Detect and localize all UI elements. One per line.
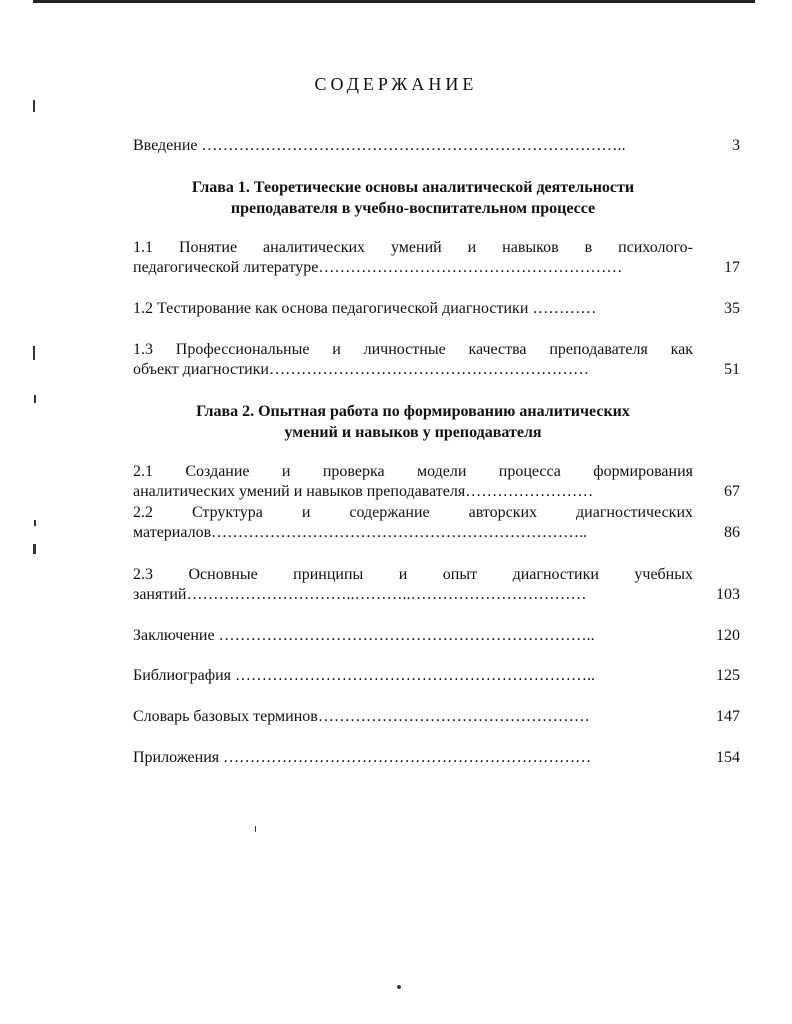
- chapter-1-heading: [133, 177, 693, 219]
- scan-speck: [34, 395, 36, 403]
- toc-entry-conclusion[interactable]: [133, 626, 740, 646]
- toc-entry-text: Приложения ……………………………………………………………: [133, 749, 592, 766]
- chapter-2-heading-line2: умений и навыков у преподавателя: [284, 424, 542, 441]
- toc-entry-1-3[interactable]: [133, 340, 740, 380]
- toc-entry-2-3[interactable]: [133, 565, 740, 605]
- chapter-1-heading-line1: Глава 1. Теоретические основы аналитической деятельности: [191, 179, 635, 196]
- toc-page-number: 17: [724, 259, 740, 276]
- toc-entry-text-line2: материалов……………………………………………………………..: [133, 524, 588, 541]
- toc-page-number: 86: [724, 524, 740, 541]
- chapter-1-heading-line2: преподавателя в учебно-воспитательном процессе: [230, 200, 596, 217]
- toc-page-number: 125: [716, 667, 740, 684]
- scan-speck: [34, 520, 36, 526]
- toc-entry-text: Заключение ……………………………………………………………..: [133, 627, 595, 644]
- toc-page-number: 154: [716, 749, 740, 766]
- toc-entry-text-line1: 1.1 Понятие аналитических умений и навыков в психолого-: [133, 239, 693, 256]
- page-title: СОДЕРЖАНИЕ: [314, 74, 478, 94]
- toc-page-number: 103: [716, 586, 740, 603]
- scan-speck: [255, 826, 256, 832]
- toc-entry-text-line2: аналитических умений и навыков преподавателя……………………: [133, 483, 594, 500]
- toc-entry-2-2[interactable]: [133, 503, 740, 543]
- chapter-2-heading: [133, 401, 693, 443]
- toc-page-number: 51: [724, 361, 740, 378]
- toc-entry-text-line1: 2.1 Создание и проверка модели процесса формирования: [133, 463, 693, 480]
- toc-page-number: 67: [724, 483, 740, 500]
- toc-entry-text-line2: объект диагностики……………………………………………………: [133, 361, 589, 378]
- scan-speck: [33, 544, 36, 554]
- toc-entry-1-2[interactable]: [133, 299, 740, 319]
- scan-speck: [397, 985, 401, 989]
- toc-entry-appendix[interactable]: [133, 748, 740, 768]
- chapter-2-heading-line1: Глава 2. Опытная работа по формированию аналитических: [196, 403, 630, 420]
- toc-entry-text-line2: занятий…………………………..………..……………………………: [133, 586, 587, 603]
- toc-page-number: 120: [716, 627, 740, 644]
- toc-entry-text-line2: педагогической литературе…………………………………………………: [133, 259, 623, 276]
- toc-entry-text: Библиография …………………………………………………………..: [133, 667, 595, 684]
- toc-entry-text-line1: 2.3 Основные принципы и опыт диагностики учебных: [133, 566, 693, 583]
- toc-page-number: 35: [724, 300, 740, 317]
- toc-page-number: 3: [732, 137, 740, 154]
- toc-entry-text: 1.2 Тестирование как основа педагогической диагностики …………: [133, 300, 597, 317]
- toc-entry-text: Словарь базовых терминов……………………………………………: [133, 708, 590, 725]
- toc-page-number: 147: [716, 708, 740, 725]
- toc-entry-1-1[interactable]: [133, 238, 740, 278]
- scan-speck: [33, 346, 35, 360]
- toc-entry-text-line1: 1.3 Профессиональные и личностные качества преподавателя как: [133, 341, 693, 358]
- scan-speck: [33, 100, 35, 112]
- toc-entry-2-1[interactable]: [133, 462, 740, 502]
- toc-entry-text-line1: 2.2 Структура и содержание авторских диагностических: [133, 504, 693, 521]
- toc-entry-glossary[interactable]: [133, 707, 740, 727]
- toc-entry-bibliography[interactable]: [133, 666, 740, 686]
- top-border-line: [33, 0, 755, 3]
- toc-entry-intro[interactable]: [133, 136, 740, 156]
- toc-entry-text: Введение ……………………………………………………………………..: [133, 137, 626, 154]
